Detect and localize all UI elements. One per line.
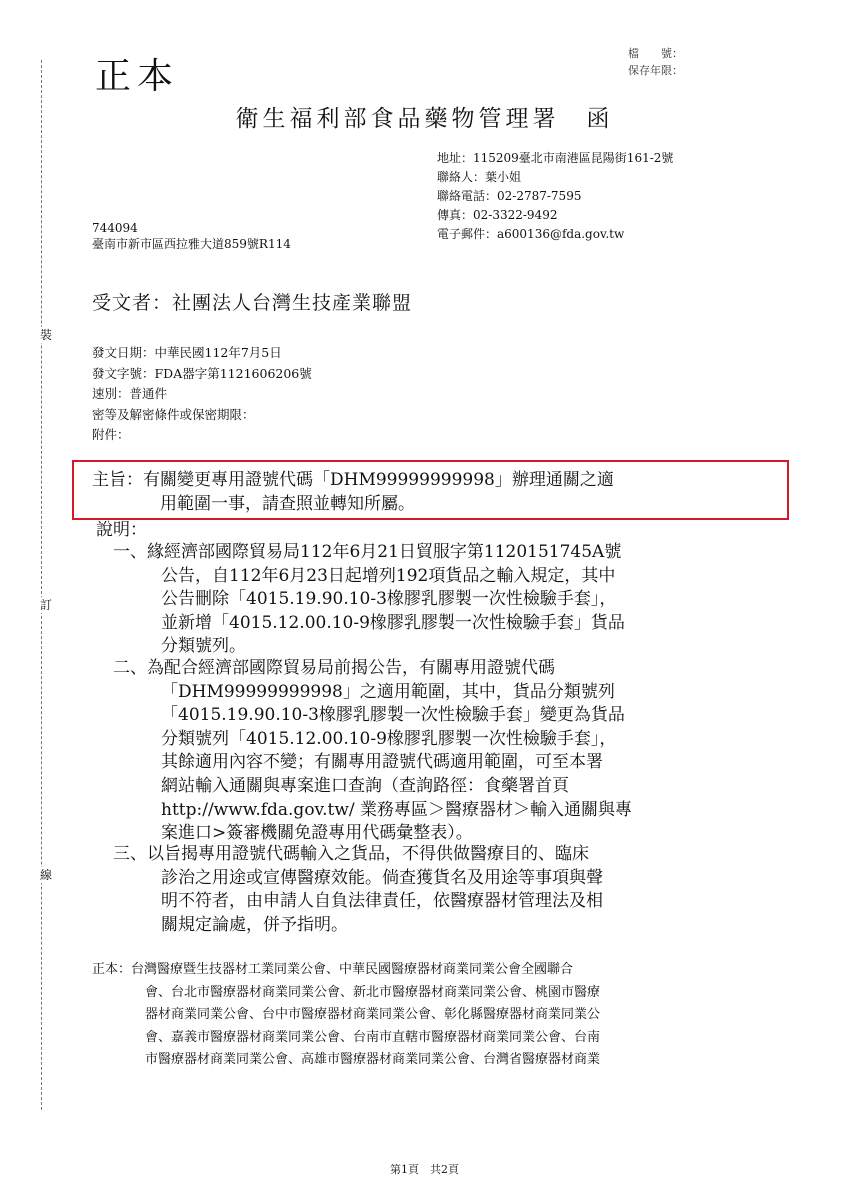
- subject-line: 用範圍一事，請查照並轉知所屬。: [160, 494, 415, 514]
- item-line: 公告，自112年6月23日起增列192項貨品之輸入規定，其中: [161, 565, 616, 586]
- item-line: 「4015.19.90.10-3橡膠乳膠製一次性檢驗手套」變更為貨品: [161, 705, 625, 726]
- contact-person: 聯絡人：葉小姐: [437, 170, 522, 184]
- item-line: 其餘適用內容不變；有關專用證號代碼適用範圍，可至本署: [161, 752, 603, 773]
- cc-line: 市醫療器材商業同業公會、高雄市醫療器材商業同業公會、台灣省醫療器材商業: [145, 1052, 601, 1067]
- item-line: 關規定論處，併予指明。: [161, 914, 348, 935]
- item-line: 分類號列。: [161, 636, 246, 657]
- explanation-item-2: [113, 657, 632, 846]
- binding-mark-xian: 線: [39, 868, 52, 882]
- binding-line: [41, 60, 42, 1110]
- agency-title: 衛生福利部食品藥物管理署 函: [235, 106, 614, 132]
- postal-block: [92, 220, 291, 252]
- retention-period-label: 保存年限：: [628, 64, 683, 77]
- item-line: 網站輸入通關與專案進口查詢（查詢路徑：食藥署首頁: [161, 775, 569, 796]
- item-line: 三、以旨揭專用證號代碼輸入之貨品，不得供做醫療目的、臨床: [113, 844, 589, 864]
- recipient: 受文者：社團法人台灣生技產業聯盟: [92, 292, 413, 314]
- item-line: 一、緣經濟部國際貿易局112年6月21日貿服字第1120151745A號: [113, 542, 622, 562]
- document-meta: [92, 343, 312, 446]
- explanation-item-3: [113, 843, 603, 937]
- item-line: 案進口>簽審機關免證專用代碼彙整表）。: [161, 823, 473, 844]
- postal-code: 744094: [92, 221, 138, 235]
- copy-mark: 正本: [95, 56, 180, 97]
- item-line: 明不符者，由申請人自負法律責任，依醫療器材管理法及相: [161, 891, 603, 912]
- binding-mark-zhuang: 裝: [39, 328, 52, 342]
- item-line: http://www.fda.gov.tw/ 業務專區＞醫療器材＞輸入通關與專: [161, 799, 633, 820]
- contact-phone: 聯絡電話：02-2787-7595: [437, 189, 582, 203]
- item-line: 二、為配合經濟部國際貿易局前揭公告，有關專用證號代碼: [113, 658, 555, 678]
- attachment: 附件：: [92, 427, 130, 442]
- document-number: 發文字號：FDA器字第1121606206號: [92, 365, 312, 381]
- cc-line: 器材商業同業公會、台中市醫療器材商業同業公會、彰化縣醫療器材商業同業公: [145, 1007, 601, 1022]
- item-line: 公告刪除「4015.19.90.10-3橡膠乳膠製一次性檢驗手套」，: [161, 589, 617, 610]
- contact-fax: 傳真：02-3322-9492: [437, 208, 558, 222]
- item-line: 並新增「4015.12.00.10-9橡膠乳膠製一次性檢驗手套」貨品: [161, 612, 625, 633]
- delivery-speed: 速別：普通件: [92, 386, 168, 401]
- contact-address: 地址：115209臺北市南港區昆陽街161-2號: [437, 151, 674, 165]
- copy-recipients: [92, 959, 752, 1072]
- item-line: 分類號列「4015.12.00.10-9橡膠乳膠製一次性檢驗手套」，: [161, 728, 617, 749]
- page-number: 第1頁 共2頁: [390, 1163, 459, 1176]
- item-line: 「DHM99999999998」之適用範圍，其中，貨品分類號列: [161, 681, 615, 702]
- postal-address: 臺南市新市區西拉雅大道859號R114: [92, 237, 291, 251]
- subject-line: 主旨：有關變更專用證號代碼「DHM99999999998」辦理通關之適: [92, 470, 614, 490]
- contact-email: 電子郵件：a600136@fda.gov.tw: [437, 227, 625, 241]
- issue-date: 發文日期：中華民國112年7月5日: [92, 345, 282, 360]
- explanation-item-1: [113, 541, 625, 659]
- item-line: 診治之用途或宣傳醫療效能。倘查獲貨名及用途等事項與聲: [161, 867, 603, 888]
- file-number-label: 檔 號：: [628, 47, 683, 60]
- cc-line: 會、嘉義市醫療器材商業同業公會、台南市直轄市醫療器材商業同業公會、台南: [145, 1029, 601, 1045]
- secrecy-level: 密等及解密條件或保密期限：: [92, 406, 255, 422]
- binding-mark-ding: 訂: [39, 598, 52, 612]
- contact-block: [437, 149, 673, 244]
- subject: [92, 468, 614, 516]
- explanation-heading: 說明：: [96, 520, 147, 540]
- cc-line: 會、台北市醫療器材商業同業公會、新北市醫療器材商業同業公會、桃園市醫療: [145, 984, 601, 1000]
- cc-line: 正本：台灣醫療暨生技器材工業同業公會、中華民國醫療器材商業同業公會全國聯合: [92, 962, 574, 977]
